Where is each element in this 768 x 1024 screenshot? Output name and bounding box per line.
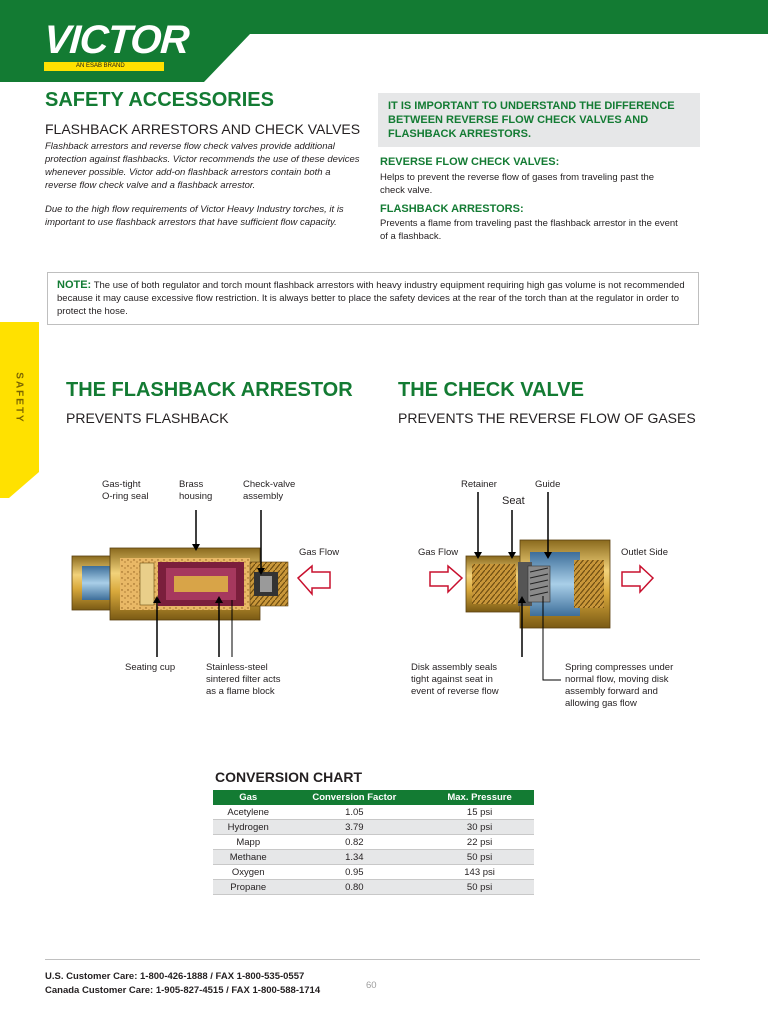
cell-factor: 0.95 — [283, 865, 425, 880]
table-row — [213, 850, 534, 865]
check-label-2: assembly — [243, 491, 284, 502]
footer-divider — [45, 959, 700, 960]
cell-factor: 0.82 — [283, 835, 425, 850]
check-valve-subtitle: PREVENTS THE REVERSE FLOW OF GASES — [398, 410, 696, 426]
table-row — [213, 805, 534, 820]
cell-factor: 3.79 — [283, 820, 425, 835]
o-ring-label-1: Gas-tight — [102, 479, 141, 490]
reverse-flow-title: REVERSE FLOW CHECK VALVES: — [380, 156, 560, 168]
note-paragraph — [57, 279, 693, 318]
outlet-side-label: Outlet Side — [621, 547, 668, 558]
valve-inlet-thread — [472, 564, 516, 604]
side-tab-label: SAFETY — [13, 372, 25, 424]
cell-factor: 0.80 — [283, 880, 425, 895]
cell-factor: 1.34 — [283, 850, 425, 865]
header-conversion-factor: Conversion Factor — [283, 790, 425, 805]
callout-text: IT IS IMPORTANT TO UNDERSTAND THE DIFFERENCE BETWEEN REVERSE FLOW CHECK VALVES AND FLASHBACK ARRESTORS. — [388, 100, 675, 140]
guide-label: Guide — [535, 479, 561, 490]
disk-label-1: Disk assembly seals — [411, 662, 498, 673]
cell-gas: Propane — [213, 880, 283, 895]
cell-pressure: 50 psi — [425, 850, 534, 865]
page-number: 60 — [366, 980, 377, 991]
intro-paragraph-2: Due to the high flow requirements of Victor Heavy Industry torches, it is important to use flashback arrestors that have sufficient flow capacity. — [45, 204, 344, 228]
spring-label-4: allowing gas flow — [565, 698, 637, 709]
cell-gas: Oxygen — [213, 865, 283, 880]
cell-pressure: 22 psi — [425, 835, 534, 850]
seating-cup — [140, 563, 154, 605]
cell-gas: Hydrogen — [213, 820, 283, 835]
check-valve-spring — [260, 576, 272, 592]
reverse-flow-text: Helps to prevent the reverse flow of gases from traveling past the check valve. — [380, 172, 655, 196]
inlet-bore — [82, 566, 110, 600]
disk-label-3: event of reverse flow — [411, 686, 499, 697]
page-title: SAFETY ACCESSORIES — [45, 89, 274, 111]
header-max-pressure: Max. Pressure — [425, 790, 534, 805]
flashback-arrestor-subtitle: PREVENTS FLASHBACK — [66, 410, 229, 426]
seating-cup-label: Seating cup — [125, 662, 176, 673]
seat-label: Seat — [502, 495, 525, 507]
cv-gas-flow-label: Gas Flow — [418, 547, 459, 558]
table-header-row — [213, 790, 534, 805]
brass-label-2: housing — [179, 491, 213, 502]
header-gas: Gas — [213, 790, 283, 805]
table-row — [213, 835, 534, 850]
o-ring-label-2: O-ring seal — [102, 491, 149, 502]
logo-tagline: AN ESAB BRAND — [76, 63, 125, 69]
cell-gas: Acetylene — [213, 805, 283, 820]
brass-label-1: Brass — [179, 479, 204, 490]
conversion-table — [213, 790, 534, 895]
cell-gas: Mapp — [213, 835, 283, 850]
outlet-flow-arrow — [622, 566, 653, 592]
spring-label-2: normal flow, moving disk — [565, 674, 669, 685]
cell-factor: 1.05 — [283, 805, 425, 820]
conversion-chart-title: CONVERSION CHART — [215, 769, 363, 785]
flashback-title: FLASHBACK ARRESTORS: — [380, 203, 524, 215]
check-valve-title: THE CHECK VALVE — [398, 379, 584, 401]
cv-gas-flow-arrow — [430, 566, 462, 592]
table-row — [213, 865, 534, 880]
flashback-arrestor-diagram — [72, 479, 339, 697]
cell-pressure: 30 psi — [425, 820, 534, 835]
check-valve-diagram — [411, 479, 673, 709]
filter-label-2: sintered filter acts — [206, 674, 281, 685]
cell-pressure: 50 psi — [425, 880, 534, 895]
fa-gas-flow-label: Gas Flow — [299, 547, 340, 558]
spring-label-1: Spring compresses under — [565, 662, 674, 673]
valve-outlet-thread — [574, 560, 604, 608]
canada-customer-care: Canada Customer Care: 1-905-827-4515 / FAX 1-800-588-1714 — [45, 985, 321, 996]
cell-pressure: 143 psi — [425, 865, 534, 880]
check-label-1: Check-valve — [243, 479, 296, 490]
victor-logo: VICTOR — [42, 18, 190, 62]
table-row — [213, 820, 534, 835]
flashback-text: Prevents a flame from traveling past the flashback arrestor in the event of a flashback. — [380, 218, 678, 242]
retainer-label: Retainer — [461, 479, 497, 490]
disk-label-2: tight against seat in — [411, 674, 493, 685]
us-customer-care: U.S. Customer Care: 1-800-426-1888 / FAX 1-800-535-0557 — [45, 971, 305, 982]
page-subtitle: FLASHBACK ARRESTORS AND CHECK VALVES — [45, 121, 361, 137]
diagrams — [0, 440, 768, 740]
gas-flow-left-arrow — [298, 566, 330, 594]
note-label: NOTE: — [57, 279, 92, 291]
note-text: The use of both regulator and torch mount flashback arrestors with heavy industry equipment requiring high gas volume is not recommended because it may cause excessive flow restriction. It is always better to place the safety devices at the rear of the torch than at the regulator in order to protect the hose. — [57, 280, 685, 317]
flashback-arrestor-title: THE FLASHBACK ARRESTOR — [66, 379, 353, 401]
filter-center — [174, 576, 228, 592]
cell-gas: Methane — [213, 850, 283, 865]
filter-label-1: Stainless-steel — [206, 662, 268, 673]
intro-paragraph: Flashback arrestors and reverse flow check valves provide additional protection against flashbacks. Victor recommends the use of these devices whenever possible. Victor add-on flashback arrestors contain both a reverse flow check valve and a flashback arrestor. — [45, 141, 360, 191]
table-row — [213, 880, 534, 895]
spring-label-3: assembly forward and — [565, 686, 658, 697]
cell-pressure: 15 psi — [425, 805, 534, 820]
filter-label-3: as a flame block — [206, 686, 275, 697]
